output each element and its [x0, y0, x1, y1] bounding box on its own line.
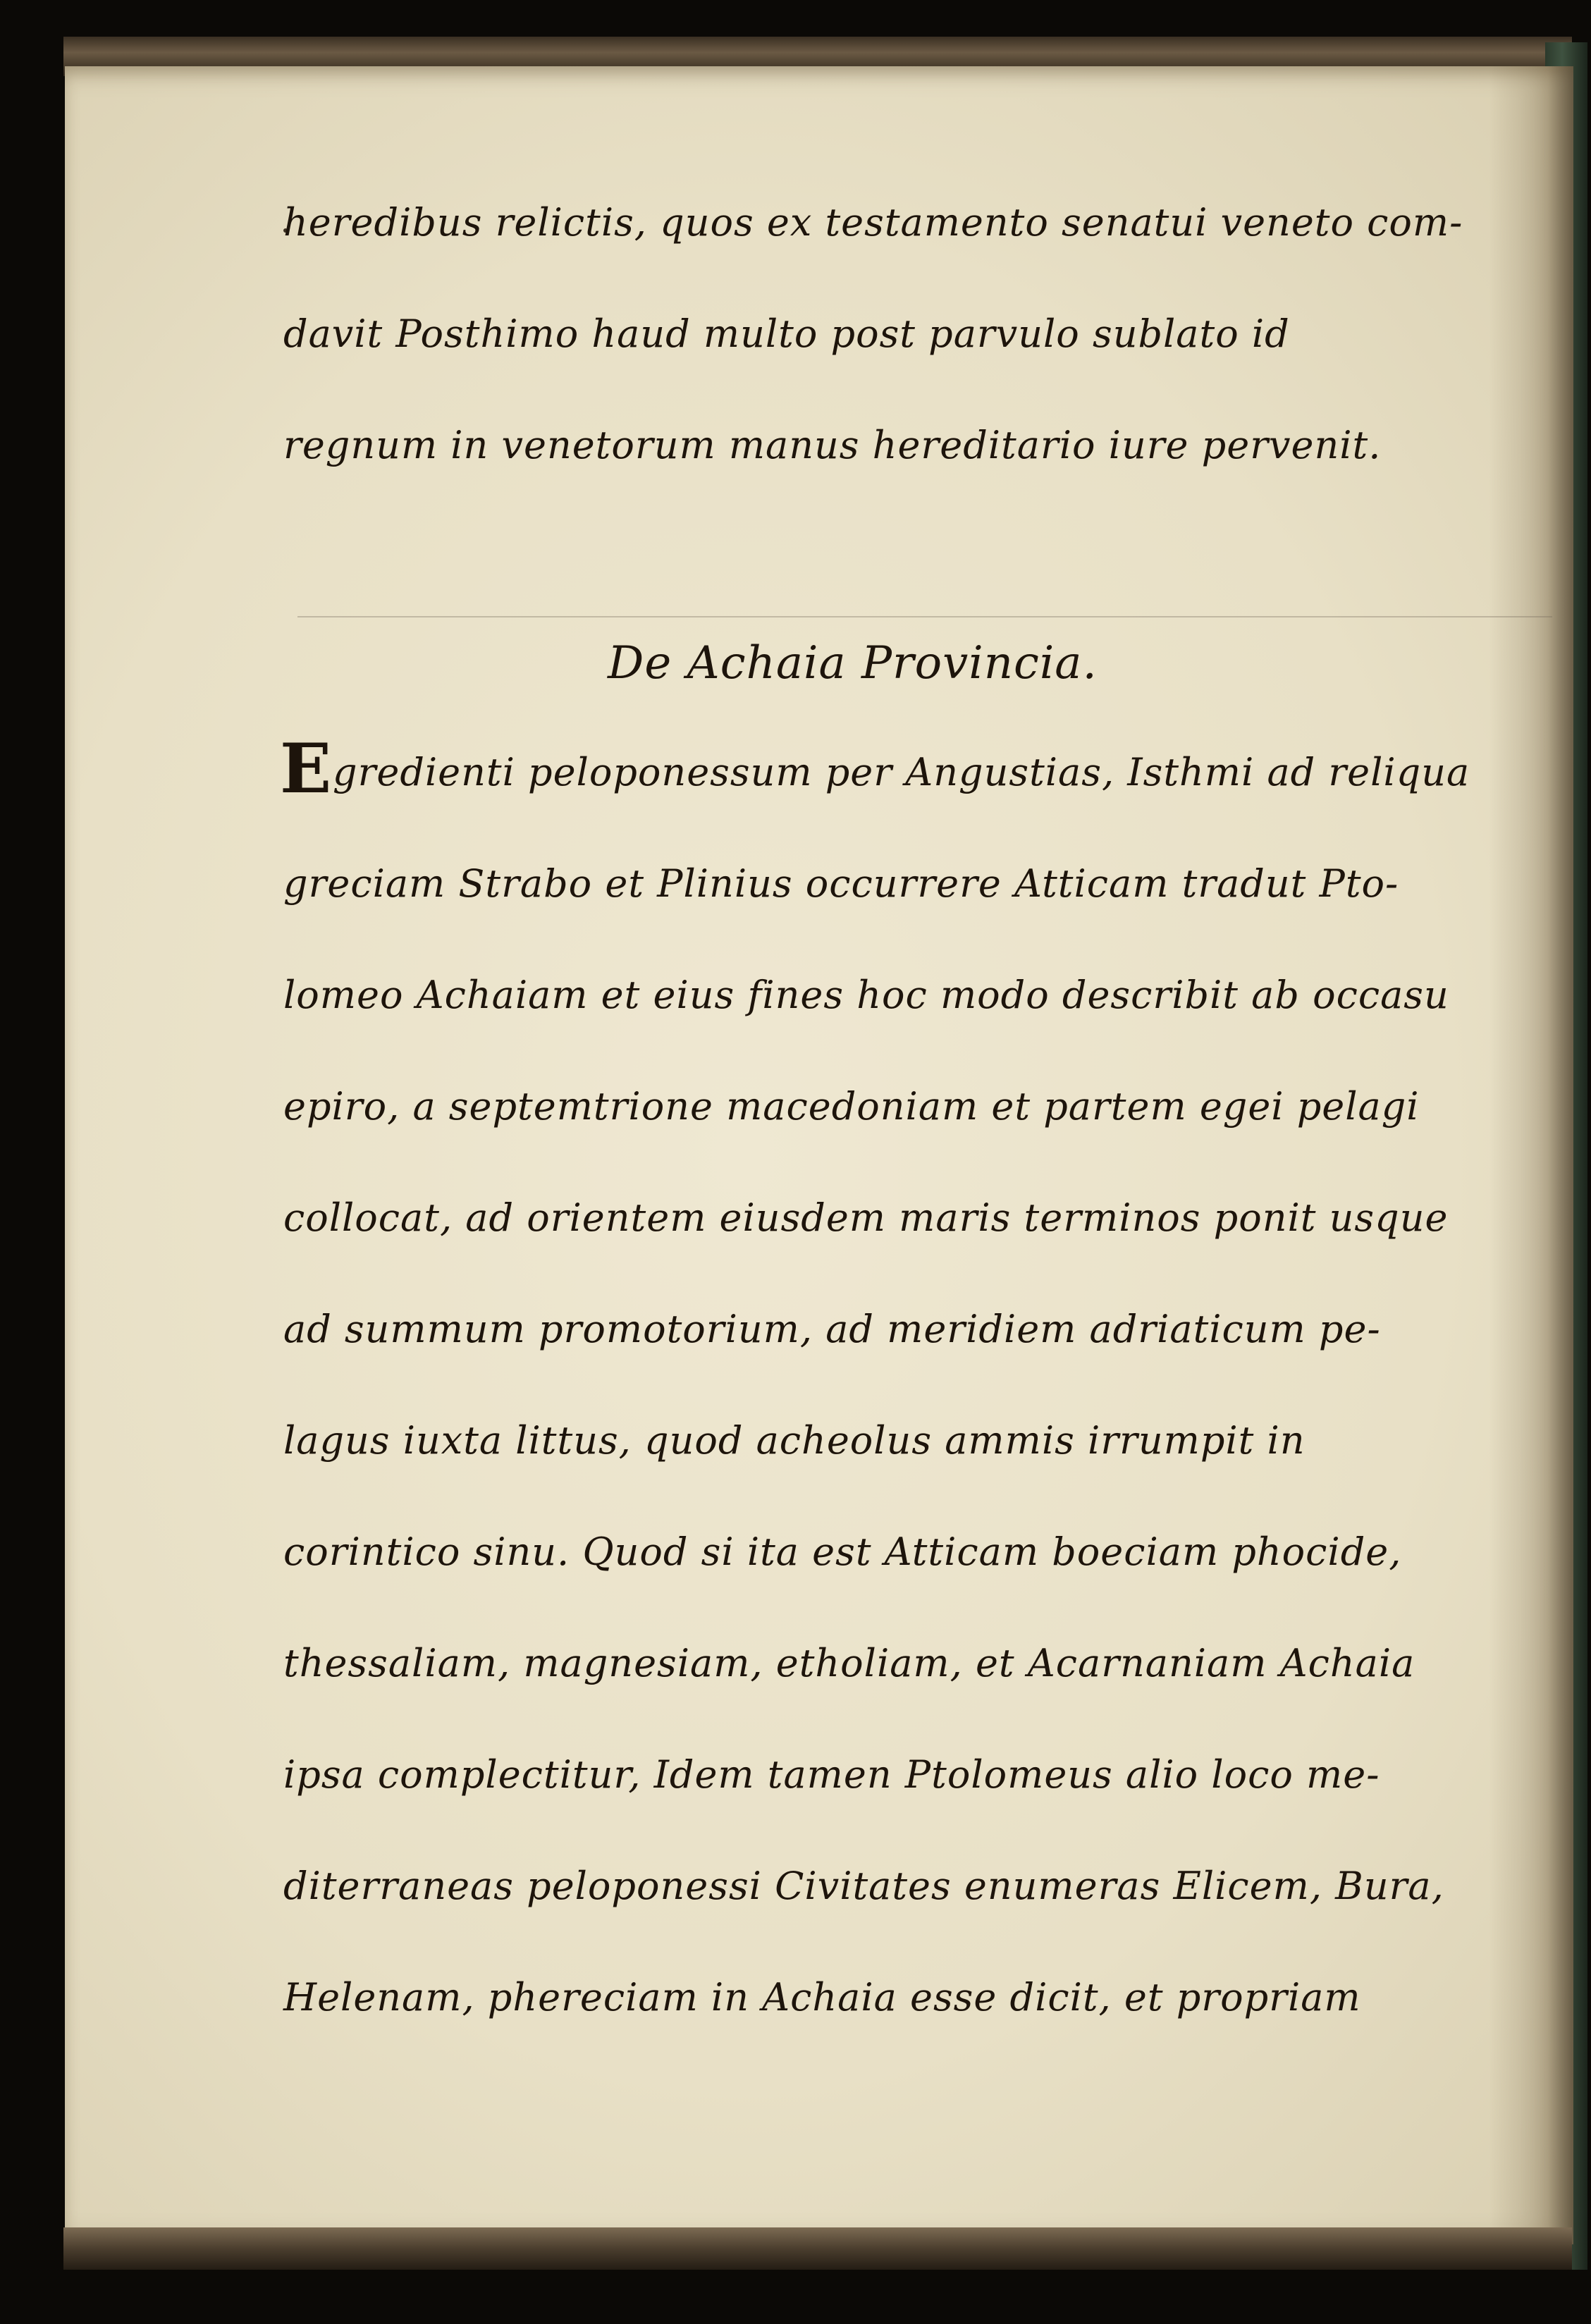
text-line: thessaliam, magnesiam, etholiam, et Acarnaniam Achaia [283, 1641, 1415, 1685]
text-line: davit Posthimo haud multo post parvulo sublato id [283, 312, 1290, 356]
text-line: gredienti peloponessum per Angustias, Isthmi ad reliqua [333, 750, 1470, 794]
gutter-shadow [1489, 66, 1573, 2244]
text-line: ad summum promotorium, ad meridiem adriaticum pe- [283, 1307, 1381, 1351]
text-line: corintico sinu. Quod si ita est Atticam boeciam phocide, [283, 1530, 1402, 1574]
text-line: epiro, a septemtrione macedoniam et partem egei pelagi [283, 1084, 1420, 1129]
text-line: ipsa complectitur, Idem tamen Ptolomeus alio loco me- [283, 1752, 1380, 1797]
text-line: collocat, ad orientem eiusdem maris terminos ponit usque [283, 1195, 1449, 1240]
ruled-line [297, 616, 1552, 617]
page-bottom-edge [63, 2227, 1572, 2270]
text-line: diterraneas peloponessi Civitates enumeras Elicem, Bura, [283, 1864, 1444, 1908]
text-line: Helenam, phereciam in Achaia esse dicit, et propriam [283, 1975, 1361, 2019]
text-line: lomeo Achaiam et eius fines hoc modo describit ab occasu [283, 973, 1449, 1017]
text-line: greciam Strabo et Plinius occurrere Atticam tradut Pto- [283, 861, 1399, 906]
initial-letter: E [280, 729, 333, 809]
text-line: lagus iuxta littus, quod acheolus ammis irrumpit in [283, 1418, 1306, 1463]
manuscript-page [65, 66, 1573, 2244]
section-heading: De Achaia Provincia. [608, 637, 1098, 689]
text-line: regnum in venetorum manus hereditario iure pervenit. [283, 423, 1382, 467]
text-line: heredibus relictis, quos ex testamento senatui veneto com- [283, 200, 1463, 245]
